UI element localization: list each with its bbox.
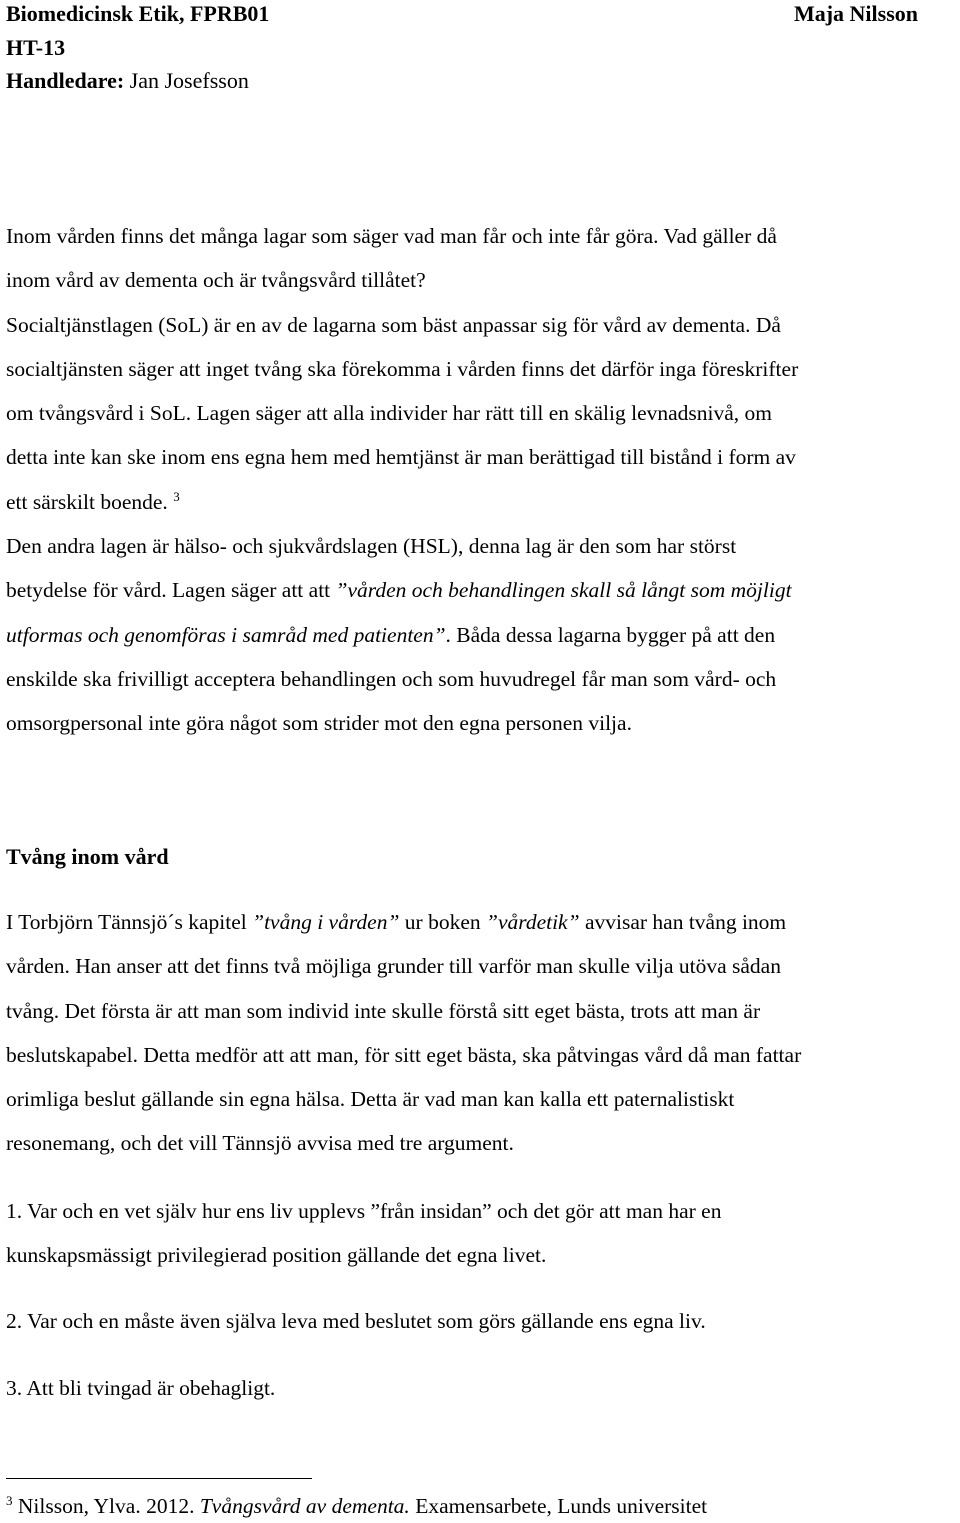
section-line: orimliga beslut gällande sin egna hälsa. Detta är vad man kan kalla ett paternalistiskt: [6, 1087, 735, 1112]
supervisor-label: Handledare:: [6, 68, 125, 93]
intro-line: betydelse för vård. Lagen säger att att ”vården och behandlingen skall så långt som möjligt: [6, 578, 792, 603]
book-title: ”vårdetik”: [486, 910, 580, 934]
footnote: $^3$ Nilsson, Ylva. 2012. Tvångsvård av dementa. Examensarbete, Lunds universitet: [6, 1492, 708, 1518]
intro-line: detta inte kan ske inom ens egna hem med hemtjänst är man berättigad till bistånd i form av: [6, 445, 796, 470]
term-label: HT-13: [6, 35, 66, 60]
footnote-mark: 3: [6, 1492, 13, 1508]
intro-line: socialtjänsten säger att inget tvång ska förekomma i vården finns det därför inga föreskrifter: [6, 356, 799, 381]
intro-line: enskilde ska frivilligt acceptera behandlingen och som huvudregel får man som vård- och: [6, 666, 777, 691]
footnote-title: Tvångsvård av dementa.: [199, 1494, 410, 1518]
intro-line: utformas och genomföras i samråd med patienten”. Båda dessa lagarna bygger på att den: [6, 622, 776, 647]
intro-line: ett särskilt boende. $^3$: [6, 488, 180, 514]
list-item-line: 2. Var och en måste även själva leva med beslutet som görs gällande ens egna liv.: [6, 1309, 706, 1333]
intro-line: omsorgpersonal inte göra något som strider mot den egna personen vilja.: [6, 711, 632, 736]
intro-line: Inom vården finns det många lagar som säger vad man får och inte får göra. Vad gäller då: [6, 224, 777, 248]
section-line: beslutskapabel. Detta medför att att man, för sitt eget bästa, ska påtvingas vård då man fattar: [6, 1042, 802, 1067]
argument-item-2: [6, 1299, 958, 1343]
course-title: Biomedicinsk Etik, FPRB01: [6, 1, 270, 26]
footnote-reference: 3: [173, 488, 180, 504]
section-line: I Torbjörn Tännsjö´s kapitel ”tvång i vården” ur boken ”vårdetik” avvisar han tvång inom: [6, 910, 787, 934]
quote-text: utformas och genomföras i samråd med patienten”: [6, 622, 446, 647]
supervisor-line: [6, 67, 249, 95]
quote-text: ”vården och behandlingen skall så långt som möjligt: [335, 578, 792, 603]
intro-paragraph: [6, 214, 958, 746]
section-line: resonemang, och det vill Tännsjö avvisa med tre argument.: [6, 1131, 514, 1156]
list-item-line: 3. Att bli tvingad är obehagligt.: [6, 1376, 276, 1400]
section-paragraph: [6, 900, 958, 1166]
supervisor-name: Jan Josefsson: [124, 68, 249, 93]
list-item-line: 1. Var och en vet själv hur ens liv upplevs ”från insidan” och det gör att man har en: [6, 1199, 722, 1223]
author-name: Maja Nilsson: [793, 1, 918, 26]
section-heading: Tvång inom vård: [6, 844, 169, 869]
section-line: tvång. Det första är att man som individ inte skulle förstå sitt eget bästa, trots att man är: [6, 998, 761, 1023]
intro-line: inom vård av dementa och är tvångsvård tillåtet?: [6, 268, 426, 293]
chapter-title: ”tvång i vården”: [252, 910, 400, 934]
intro-line: om tvångsvård i SoL. Lagen säger att alla individer har rätt till en skälig levnadsnivå, om: [6, 401, 773, 426]
intro-line: Den andra lagen är hälso- och sjukvårdslagen (HSL), denna lag är den som har störst: [6, 534, 737, 559]
argument-item-3: [6, 1366, 958, 1410]
intro-line: Socialtjänstlagen (SoL) är en av de lagarna som bäst anpassar sig för vård av dementa. Då: [6, 312, 781, 337]
argument-item-1: [6, 1189, 958, 1278]
list-item-line: kunskapsmässigt privilegierad position gällande det egna livet.: [6, 1243, 547, 1268]
section-line: vården. Han anser att det finns två möjliga grunder till varför man skulle vilja utöva sådan: [6, 954, 781, 979]
footnote-separator: [6, 1478, 312, 1479]
